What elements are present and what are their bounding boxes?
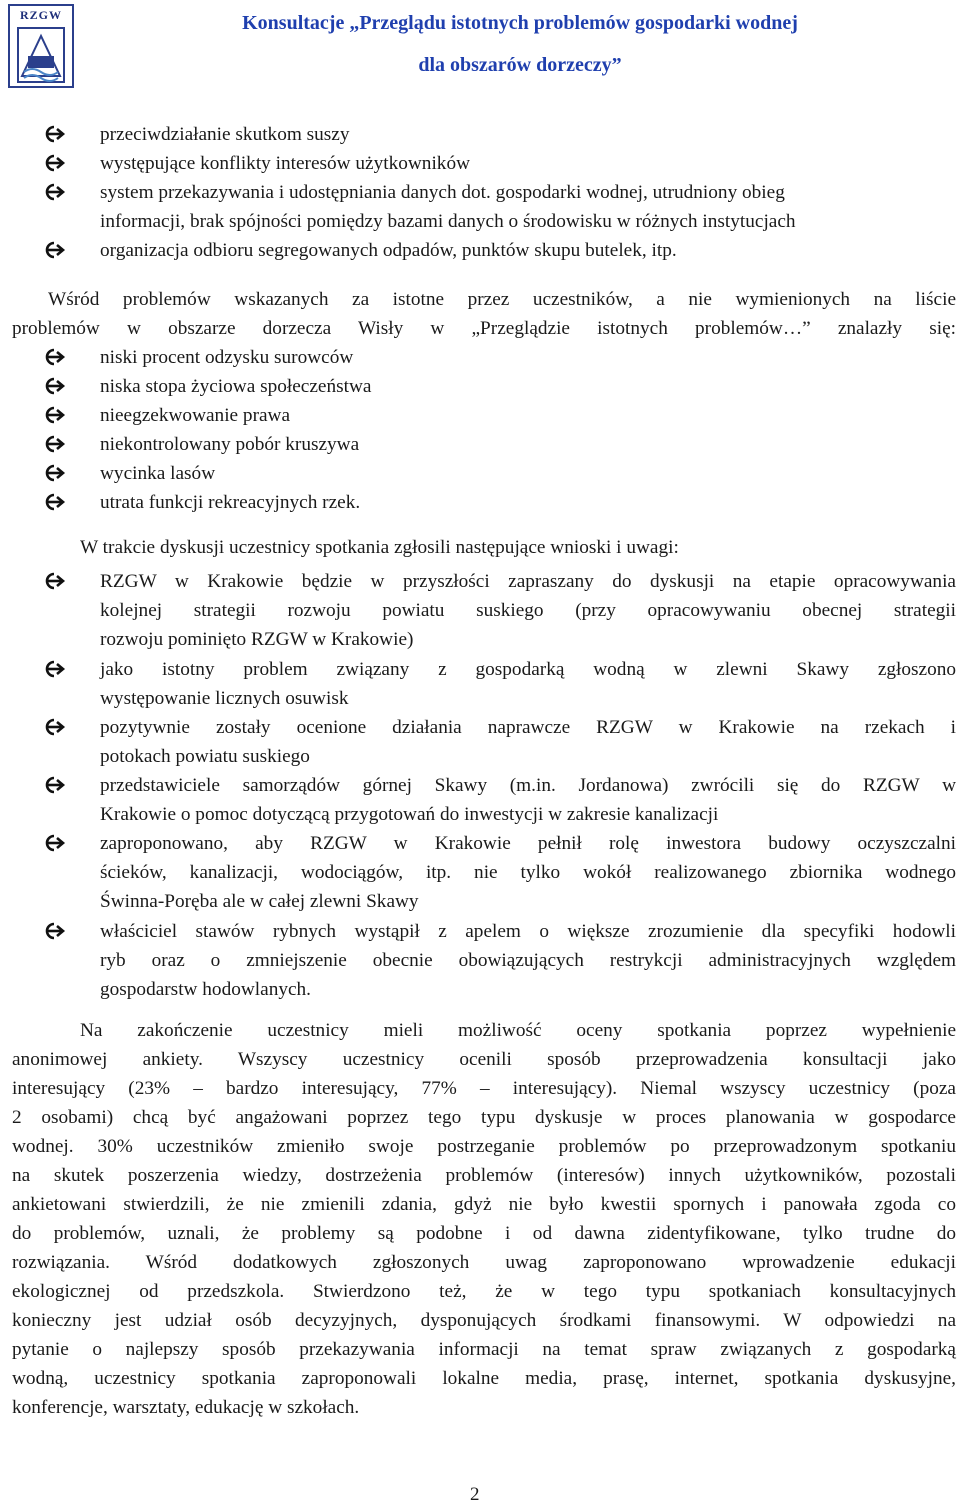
page-header [0, 0, 960, 95]
list-item-line: jako istotny problem związany z gospodarką wodną w zlewni Skawy zgłoszono [100, 659, 956, 680]
list-item-line: RZGW w Krakowie będzie w przyszłości zapraszany do dyskusji na etapie opracowywania [100, 571, 956, 592]
list-item-text: niekontrolowany pobór kruszywa [100, 434, 360, 455]
list-item-line: ryb oraz o zmniejszenie obecnie obowiązujących restrykcji administracyjnych względem [100, 950, 956, 971]
paragraph-line: ekologicznej od przedszkola. Stwierdzono też, że w tego typu spotkaniach konsultacyjnych [12, 1281, 956, 1302]
list-item-line: Krakowie o pomoc dotyczącą przygotowań do inwestycji w zakresie kanalizacji [100, 804, 719, 825]
arrow-bullet-icon [40, 434, 66, 454]
list-item-line: zaproponowano, aby RZGW w Krakowie pełnił rolę inwestora budowy oczyszczalni [100, 833, 956, 854]
paragraph-problems-intro [12, 285, 956, 343]
list-item-text: niska stopa życiowa społeczeństwa [100, 376, 372, 397]
list-item-continuation [40, 207, 940, 236]
list-item-text: przeciwdziałanie skutkom suszy [100, 124, 350, 145]
arrow-bullet-icon [40, 405, 66, 425]
logo-emblem-icon [16, 26, 66, 84]
paragraph-line: problemów w obszarze dorzecza Wisły w „Przeglądzie istotnych problemów…” znalazły się: [12, 318, 956, 339]
list-item-line: potokach powiatu suskiego [100, 746, 310, 767]
list-item-line: przedstawiciele samorządów górnej Skawy (m.in. Jordanowa) zwrócili się do RZGW w [100, 775, 956, 796]
logo-text: RZGW [19, 8, 62, 22]
arrow-bullet-icon [40, 921, 66, 941]
list-item [40, 120, 940, 149]
paragraph-line: 2 osobami) chcą być angażowani poprzez tego typu dyskusje w proces planowania w gospodarce [12, 1107, 956, 1128]
list-item [40, 488, 940, 517]
list-item [40, 459, 940, 488]
arrow-bullet-icon [40, 775, 66, 795]
arrow-bullet-icon [40, 571, 66, 591]
paragraph-line: wodnej. 30% uczestników zmieniło swoje postrzeganie problemów po przeprowadzonym spotkaniu [12, 1136, 956, 1157]
paragraph-line: ankietowani stwierdzili, że nie zmienili zdania, gdyż nie było kwestii spornych i panowała zgoda co [12, 1194, 956, 1215]
paragraph-line: na skutek poszerzenia wiedzy, dostrzeżenia problemów (interesów) innych użytkowników, pozostali [12, 1165, 956, 1186]
list-item-text: występujące konflikty interesów użytkowników [100, 153, 471, 174]
paragraph-discussion-intro: W trakcie dyskusji uczestnicy spotkania zgłosili następujące wnioski i uwagi: [80, 537, 679, 558]
list-item [40, 149, 940, 178]
arrow-bullet-icon [40, 124, 66, 144]
arrow-bullet-icon [40, 717, 66, 737]
list-item-line: pozytywnie zostały ocenione działania naprawcze RZGW w Krakowie na rzekach i [100, 717, 956, 738]
list-item-text: organizacja odbioru segregowanych odpadów, punktów skupu butelek, itp. [100, 240, 677, 261]
header-subtitle: dla obszarów dorzeczy” [418, 54, 622, 76]
list-item-line: rozwoju pominięto RZGW w Krakowie) [100, 629, 414, 650]
rzgw-logo [8, 4, 74, 88]
arrow-bullet-icon [40, 833, 66, 853]
paragraph-line: wodną, uczestnicy spotkania zaproponowali lokalne media, prasę, internet, spotkania dyskusyjne, [12, 1368, 956, 1389]
list-item [40, 236, 940, 265]
list-item-text: wycinka lasów [100, 463, 216, 484]
list-item-text: system przekazywania i udostępniania danych dot. gospodarki wodnej, utrudniony obieg [100, 182, 785, 203]
list-item-text: niski procent odzysku surowców [100, 347, 354, 368]
arrow-bullet-icon [40, 463, 66, 483]
paragraph-line: konferencje, warsztaty, edukację w szkołach. [12, 1397, 360, 1418]
list-item [40, 343, 940, 372]
list-item-text: informacji, brak spójności pomiędzy bazami danych o środowisku w różnych instytucjach [100, 211, 796, 232]
paragraph-line: Na zakończenie uczestnicy mieli możliwość oceny spotkania poprzez wypełnienie [80, 1020, 956, 1041]
paragraph-line: konieczny jest udział osób decyzyjnych, dysponujących środkami finansowymi. W odpowiedzi na [12, 1310, 956, 1331]
list-item-text: nieegzekwowanie prawa [100, 405, 291, 426]
list-item [40, 430, 940, 459]
list-item-line: ścieków, kanalizacji, wodociągów, itp. nie tylko wokół realizowanego zbiornika wodnego [100, 862, 956, 883]
arrow-bullet-icon [40, 376, 66, 396]
paragraph-line: interesujący (23% – bardzo interesujący, 77% – interesujący). Niemal wszyscy uczestnicy (poza [12, 1078, 956, 1099]
list-item-text: utrata funkcji rekreacyjnych rzek. [100, 492, 361, 513]
list-item [40, 372, 940, 401]
arrow-bullet-icon [40, 240, 66, 260]
list-item-line: Świnna-Poręba ale w całej zlewni Skawy [100, 891, 419, 912]
list-item [40, 401, 940, 430]
paragraph-line: Wśród problemów wskazanych za istotne przez uczestników, a nie wymienionych na liście [48, 289, 956, 310]
paragraph-line: anonimowej ankiety. Wszyscy uczestnicy ocenili sposób przeprowadzenia konsultacji jako [12, 1049, 956, 1070]
list-item-line: gospodarstw hodowlanych. [100, 979, 311, 1000]
list-item-line: występowanie licznych osuwisk [100, 688, 349, 709]
paragraph-line: rozwiązania. Wśród dodatkowych zgłoszonych uwag zaproponowano wprowadzenie edukacji [12, 1252, 956, 1273]
list-item-line: właściciel stawów rybnych wystąpił z apelem o większe zrozumienie dla specyfiki hodowli [100, 921, 956, 942]
arrow-bullet-icon [40, 182, 66, 202]
arrow-bullet-icon [40, 153, 66, 173]
list-item-line: kolejnej strategii rozwoju powiatu suskiego (przy opracowywaniu obecnej strategii [100, 600, 956, 621]
paragraph-line: pytanie o najlepszy sposób przekazywania informacji na temat spraw związanych z gospodarką [12, 1339, 956, 1360]
header-title: Konsultacje „Przeglądu istotnych problemów gospodarki wodnej [242, 12, 798, 34]
paragraph-line: do problemów, uznali, że problemy są podobne i od dawna zidentyfikowane, tylko trudne do [12, 1223, 956, 1244]
paragraph-survey-results [12, 1016, 956, 1422]
arrow-bullet-icon [40, 347, 66, 367]
arrow-bullet-icon [40, 492, 66, 512]
list-item [40, 178, 940, 207]
arrow-bullet-icon [40, 659, 66, 679]
page-number: 2 [470, 1484, 480, 1505]
